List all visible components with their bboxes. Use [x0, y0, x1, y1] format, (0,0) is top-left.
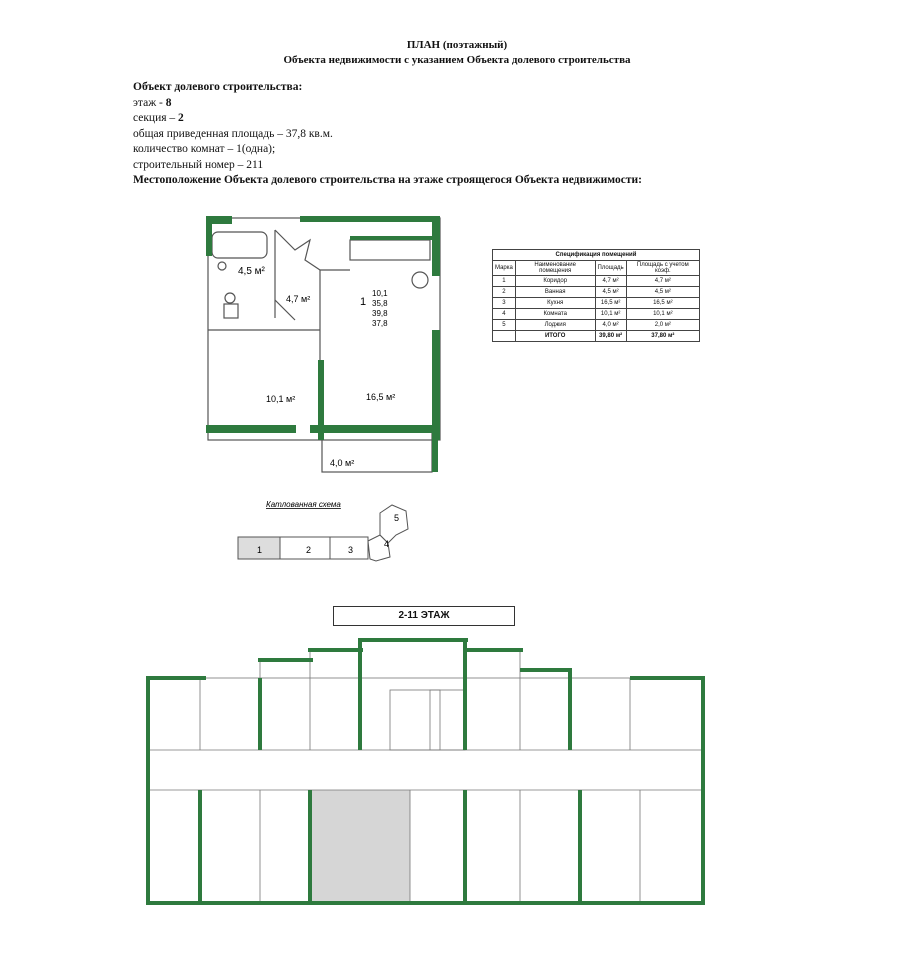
- spec-row: [493, 320, 700, 331]
- spec-cell: 4,7 м²: [626, 276, 699, 287]
- spec-cell: 4,5 м²: [595, 287, 626, 298]
- tag-value: 10,1: [372, 289, 388, 298]
- section-number: 2: [306, 545, 312, 555]
- spec-cell: ИТОГО: [515, 331, 595, 342]
- object-info: [133, 80, 642, 189]
- key-plan-caption: Катлованная схема: [266, 500, 341, 509]
- spec-cell: Лоджия: [515, 320, 595, 331]
- spec-cell: 2: [493, 287, 516, 298]
- corridor-area-label: 4,7 м²: [286, 294, 311, 304]
- info-area: общая приведенная площадь – 37,8 кв.м.: [133, 127, 333, 140]
- floor-value: 8: [165, 96, 172, 109]
- spec-row: [493, 298, 700, 309]
- spec-caption: Спецификация помещений: [493, 250, 700, 261]
- info-heading: Объект долевого строительства:: [133, 81, 303, 93]
- loggia-area-label: 4,0 м²: [330, 458, 355, 468]
- spec-header: Площадь: [595, 261, 626, 276]
- page-title: ПЛАН (поэтажный): [406, 39, 508, 51]
- spec-cell: 16,5 м²: [626, 298, 699, 309]
- section-label: секция –: [133, 112, 179, 124]
- spec-cell: 1: [493, 276, 516, 287]
- spec-row: [493, 287, 700, 298]
- spec-cell: 2,0 м²: [626, 320, 699, 331]
- spec-table: [492, 249, 700, 342]
- spec-total-row: [493, 331, 700, 342]
- spec-cell: 4,7 м²: [595, 276, 626, 287]
- spec-cell: 10,1 м²: [626, 309, 699, 320]
- spec-row: [493, 276, 700, 287]
- apartment-plan: [200, 210, 450, 480]
- section-value: 2: [178, 112, 184, 124]
- tag-value: 35,8: [372, 299, 388, 308]
- spec-cell: Коридор: [515, 276, 595, 287]
- spec-cell: Кухня: [515, 298, 595, 309]
- floor-plan: [140, 630, 710, 910]
- section-number: 5: [394, 513, 400, 523]
- info-section: [133, 111, 642, 127]
- section-number: 4: [384, 539, 390, 549]
- spec-cell: 4,0 м²: [595, 320, 626, 331]
- spec-row: [493, 309, 700, 320]
- bath-area-label: 4,5 м²: [238, 266, 265, 277]
- spec-cell: 5: [493, 320, 516, 331]
- page-subtitle: Объекта недвижимости с указанием Объекта долевого строительства: [283, 54, 631, 66]
- spec-cell: 4: [493, 309, 516, 320]
- spec-cell: 10,1 м²: [595, 309, 626, 320]
- section-number: 3: [348, 545, 354, 555]
- spec-cell: 4,5 м²: [626, 287, 699, 298]
- info-location-heading: Местоположение Объекта долевого строительства на этаже строящегося Объекта недвижимости:: [133, 174, 642, 186]
- info-rooms: количество комнат – 1(одна);: [133, 143, 276, 155]
- floor-label: этаж -: [133, 96, 166, 109]
- spec-header: Площадь с учетом коэф.: [626, 261, 699, 276]
- tag-value: 39,8: [372, 309, 388, 318]
- spec-cell: Ванная: [515, 287, 595, 298]
- floor-plan-label: 2-11 ЭТАЖ: [333, 606, 515, 626]
- spec-cell: 16,5 м²: [595, 298, 626, 309]
- info-floor: [133, 96, 642, 112]
- tag-room-count: 1: [360, 296, 367, 308]
- section-number: 1: [257, 545, 263, 555]
- key-plan: [230, 495, 430, 575]
- spec-cell: 37,80 м²: [626, 331, 699, 342]
- room-area-label: 10,1 м²: [266, 394, 296, 404]
- spec-header: Наименование помещения: [515, 261, 595, 276]
- spec-cell: [493, 331, 516, 342]
- kitchen-area-label: 16,5 м²: [366, 392, 396, 402]
- spec-cell: 3: [493, 298, 516, 309]
- spec-cell: Комната: [515, 309, 595, 320]
- info-build-number: строительный номер – 211: [133, 158, 264, 171]
- spec-cell: 39,80 м²: [595, 331, 626, 342]
- apartment-tag: [360, 289, 388, 328]
- spec-header: Марка: [493, 261, 516, 276]
- tag-value: 37,8: [372, 319, 388, 328]
